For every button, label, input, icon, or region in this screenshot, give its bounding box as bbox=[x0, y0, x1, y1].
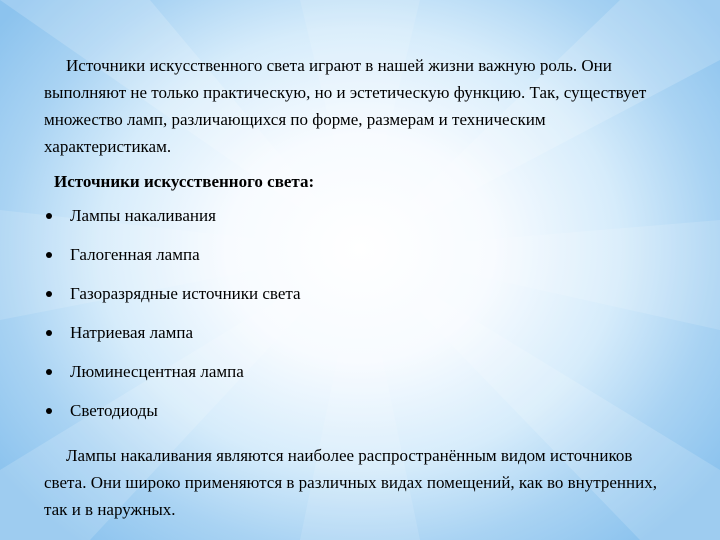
slide-content bbox=[44, 52, 664, 523]
list-heading: Источники искусственного света: bbox=[54, 172, 315, 191]
list-item bbox=[44, 321, 664, 360]
list-item-label: Натриевая лампа bbox=[70, 323, 194, 342]
bullet-icon bbox=[46, 408, 52, 414]
bullet-icon bbox=[46, 291, 52, 297]
list-item-label: Лампы накаливания bbox=[70, 206, 216, 225]
list-item bbox=[44, 243, 664, 282]
list-item bbox=[44, 399, 664, 438]
bullet-icon bbox=[46, 330, 52, 336]
list-item-label: Галогенная лампа bbox=[70, 245, 200, 264]
bullet-icon bbox=[46, 369, 52, 375]
light-sources-list bbox=[44, 204, 664, 438]
closing-paragraph: Лампы накаливания являются наиболее распространённым видом источников света. Они широко применяются в различных видах помещений, как во внутренних, так и в наружных. bbox=[44, 446, 657, 519]
list-item-label: Люминесцентная лампа bbox=[70, 362, 244, 381]
bullet-icon bbox=[46, 213, 52, 219]
list-item bbox=[44, 360, 664, 399]
intro-paragraph: Источники искусственного света играют в нашей жизни важную роль. Они выполняют не только практическую, но и эстетическую функцию. Так, существует множество ламп, различающихся по форме, размерам и техническим характеристикам. bbox=[44, 56, 647, 156]
list-item bbox=[44, 204, 664, 243]
list-item-label: Газоразрядные источники света bbox=[70, 284, 301, 303]
list-item-label: Светодиоды bbox=[70, 401, 158, 420]
list-item bbox=[44, 282, 664, 321]
bullet-icon bbox=[46, 252, 52, 258]
